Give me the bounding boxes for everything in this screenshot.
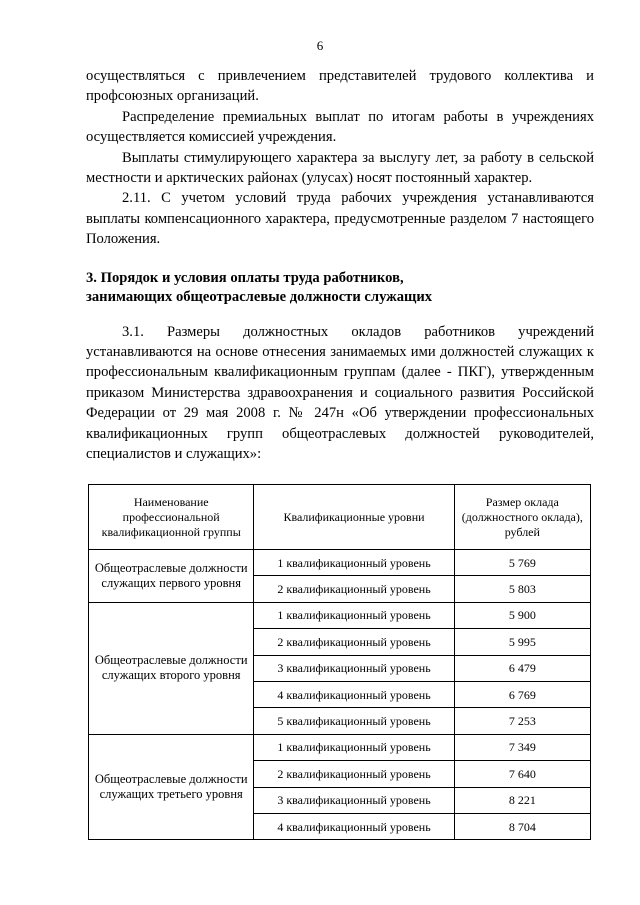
- salary-cell: 5 995: [454, 629, 590, 655]
- salary-cell: 7 253: [454, 708, 590, 734]
- salary-cell: 8 221: [454, 787, 590, 813]
- salary-cell: 7 349: [454, 734, 590, 760]
- salary-cell: 5 900: [454, 602, 590, 628]
- salary-cell: 7 640: [454, 761, 590, 787]
- group-name-cell: Общеотраслевые должности служащих первого уровня: [89, 550, 254, 603]
- level-cell: 1 квалификационный уровень: [254, 602, 454, 628]
- qualification-table: [88, 484, 591, 840]
- level-cell: 1 квалификационный уровень: [254, 734, 454, 760]
- level-cell: 3 квалификационный уровень: [254, 655, 454, 681]
- level-cell: 2 квалификационный уровень: [254, 629, 454, 655]
- paragraph: 3.1. Размеры должностных окладов работников учреждений устанавливаются на основе отнесения занимаемых ими должностей служащих к профессиональным квалификационным группам (далее - ПКГ), утвержденным приказом Министерства здравоохранения и социального развития Российской Федерации от 29 мая 2008 г. № 247н «Об утверждении профессиональных квалификационных групп общеотраслевых должностей руководителей, специалистов и служащих»:: [86, 323, 594, 463]
- document-body: [86, 66, 594, 465]
- level-cell: 5 квалификационный уровень: [254, 708, 454, 734]
- salary-cell: 6 479: [454, 655, 590, 681]
- header-level: Квалификационные уровни: [254, 485, 454, 550]
- level-cell: 2 квалификационный уровень: [254, 576, 454, 602]
- group-name-cell: Общеотраслевые должности служащих третьего уровня: [89, 734, 254, 840]
- header-salary: Размер оклада (должностного оклада), рублей: [454, 485, 590, 550]
- section-heading: [86, 269, 594, 307]
- paragraph: Выплаты стимулирующего характера за выслугу лет, за работу в сельской местности и арктических районах (улусах) носят постоянный характер.: [86, 149, 594, 187]
- paragraph: осуществляться с привлечением представителей трудового коллектива и профсоюзных организаций.: [86, 68, 594, 105]
- level-cell: 2 квалификационный уровень: [254, 761, 454, 787]
- salary-cell: 5 769: [454, 550, 590, 576]
- table-header-row: [89, 485, 591, 550]
- page-number: 6: [316, 38, 324, 53]
- salary-cell: 5 803: [454, 576, 590, 602]
- salary-cell: 8 704: [454, 813, 590, 839]
- table-row: [89, 734, 591, 760]
- table-row: [89, 550, 591, 576]
- section-heading-line: занимающих общеотраслевые должности служащих: [86, 288, 433, 305]
- level-cell: 4 квалификационный уровень: [254, 681, 454, 707]
- table-row: [89, 602, 591, 628]
- header-group-name: Наименование профессиональной квалификационной группы: [89, 485, 254, 550]
- level-cell: 1 квалификационный уровень: [254, 550, 454, 576]
- paragraph: Распределение премиальных выплат по итогам работы в учреждениях осуществляется комиссией учреждения.: [86, 108, 594, 146]
- salary-cell: 6 769: [454, 681, 590, 707]
- section-heading-line: 3. Порядок и условия оплаты труда работников,: [86, 269, 404, 286]
- group-name-cell: Общеотраслевые должности служащих второго уровня: [89, 602, 254, 734]
- paragraph: 2.11. С учетом условий труда рабочих учреждения устанавливаются выплаты компенсационного характера, предусмотренные разделом 7 настоящего Положения.: [86, 190, 594, 248]
- level-cell: 4 квалификационный уровень: [254, 813, 454, 839]
- level-cell: 3 квалификационный уровень: [254, 787, 454, 813]
